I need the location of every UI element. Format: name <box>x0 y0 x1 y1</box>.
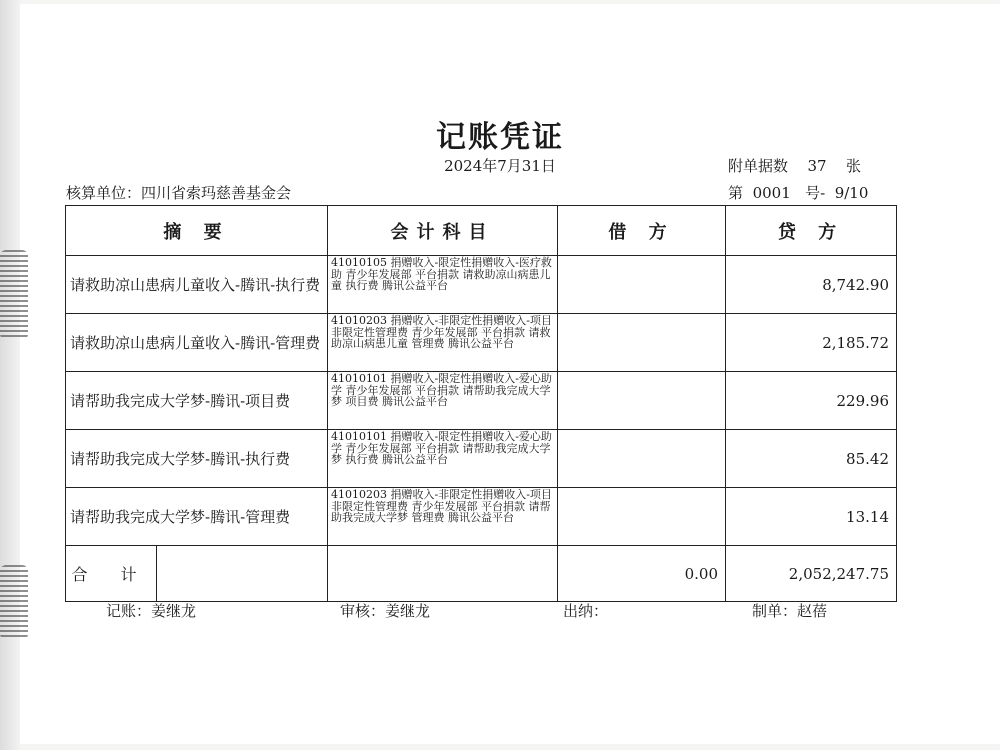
table-row <box>66 430 897 488</box>
table-row <box>66 256 897 314</box>
number-value: 0001 <box>752 184 791 202</box>
preparer-name: 赵蓓 <box>797 602 828 620</box>
total-label: 合 计 <box>66 546 157 601</box>
scan-smudge <box>0 565 28 640</box>
total-blank <box>157 546 327 601</box>
table-row <box>66 372 897 430</box>
credit-cell: 13.14 <box>726 488 897 546</box>
page-value: 9/10 <box>834 184 869 202</box>
credit-cell: 85.42 <box>726 430 897 488</box>
debit-cell <box>558 314 726 372</box>
debit-cell <box>558 488 726 546</box>
header-summary: 摘 要 <box>66 206 328 256</box>
voucher-title: 记账凭证 <box>436 120 564 155</box>
unit-label: 核算单位： <box>66 184 142 202</box>
voucher-number <box>728 182 868 203</box>
accounting-unit <box>66 182 291 203</box>
reviewer-name: 姜继龙 <box>385 602 431 620</box>
attachment-unit: 张 <box>846 157 862 175</box>
total-label-cell <box>66 546 328 602</box>
preparer-signature <box>752 600 827 621</box>
voucher-table <box>65 205 897 602</box>
summary-cell: 请救助凉山患病儿童收入-腾讯-执行费 <box>66 256 328 314</box>
credit-cell: 229.96 <box>726 372 897 430</box>
header-credit: 贷 方 <box>726 206 897 256</box>
attachment-number: 37 <box>807 157 827 175</box>
scan-smudge <box>0 250 28 340</box>
attachment-count <box>728 155 861 176</box>
header-account: 会计科目 <box>328 206 558 256</box>
debit-cell <box>558 372 726 430</box>
voucher-date: 2024年7月31日 <box>444 157 556 175</box>
total-row <box>66 546 897 602</box>
total-credit: 2,052,247.75 <box>726 546 897 602</box>
credit-cell: 8,742.90 <box>726 256 897 314</box>
summary-cell: 请帮助我完成大学梦-腾讯-项目费 <box>66 372 328 430</box>
table-row <box>66 314 897 372</box>
total-debit: 0.00 <box>558 546 726 602</box>
cashier-signature <box>563 600 608 621</box>
cashier-label: 出纳： <box>563 602 609 620</box>
reviewer-label: 审核： <box>340 602 386 620</box>
summary-cell: 请救助凉山患病儿童收入-腾讯-管理费 <box>66 314 328 372</box>
account-cell: 41010105 捐赠收入-限定性捐赠收入-医疗救助 青少年发展部 平台捐款 请救助凉山病患儿童 执行费 腾讯公益平台 <box>328 256 558 314</box>
summary-cell: 请帮助我完成大学梦-腾讯-执行费 <box>66 430 328 488</box>
number-label: 第 <box>728 184 744 202</box>
account-cell: 41010101 捐赠收入-限定性捐赠收入-爱心助学 青少年发展部 平台捐款 请帮助我完成大学梦 项目费 腾讯公益平台 <box>328 372 558 430</box>
header-debit: 借 方 <box>558 206 726 256</box>
table-row <box>66 488 897 546</box>
attachment-label: 附单据数 <box>728 157 789 175</box>
bookkeeper-signature <box>106 600 196 621</box>
account-cell: 41010203 捐赠收入-非限定性捐赠收入-项目非限定性管理费 青少年发展部 平台捐款 请救助凉山病患儿童 管理费 腾讯公益平台 <box>328 314 558 372</box>
summary-cell: 请帮助我完成大学梦-腾讯-管理费 <box>66 488 328 546</box>
debit-cell <box>558 430 726 488</box>
debit-cell <box>558 256 726 314</box>
bookkeeper-name: 姜继龙 <box>151 602 197 620</box>
preparer-label: 制单： <box>752 602 798 620</box>
account-cell: 41010203 捐赠收入-非限定性捐赠收入-项目非限定性管理费 青少年发展部 平台捐款 请帮助我完成大学梦 管理费 腾讯公益平台 <box>328 488 558 546</box>
bookkeeper-label: 记账： <box>106 602 152 620</box>
credit-cell: 2,185.72 <box>726 314 897 372</box>
table-header-row <box>66 206 897 256</box>
reviewer-signature <box>340 600 430 621</box>
number-suffix: 号- <box>805 184 826 202</box>
unit-name: 四川省索玛慈善基金会 <box>141 184 292 202</box>
total-account-cell <box>328 546 558 602</box>
account-cell: 41010101 捐赠收入-限定性捐赠收入-爱心助学 青少年发展部 平台捐款 请帮助我完成大学梦 执行费 腾讯公益平台 <box>328 430 558 488</box>
